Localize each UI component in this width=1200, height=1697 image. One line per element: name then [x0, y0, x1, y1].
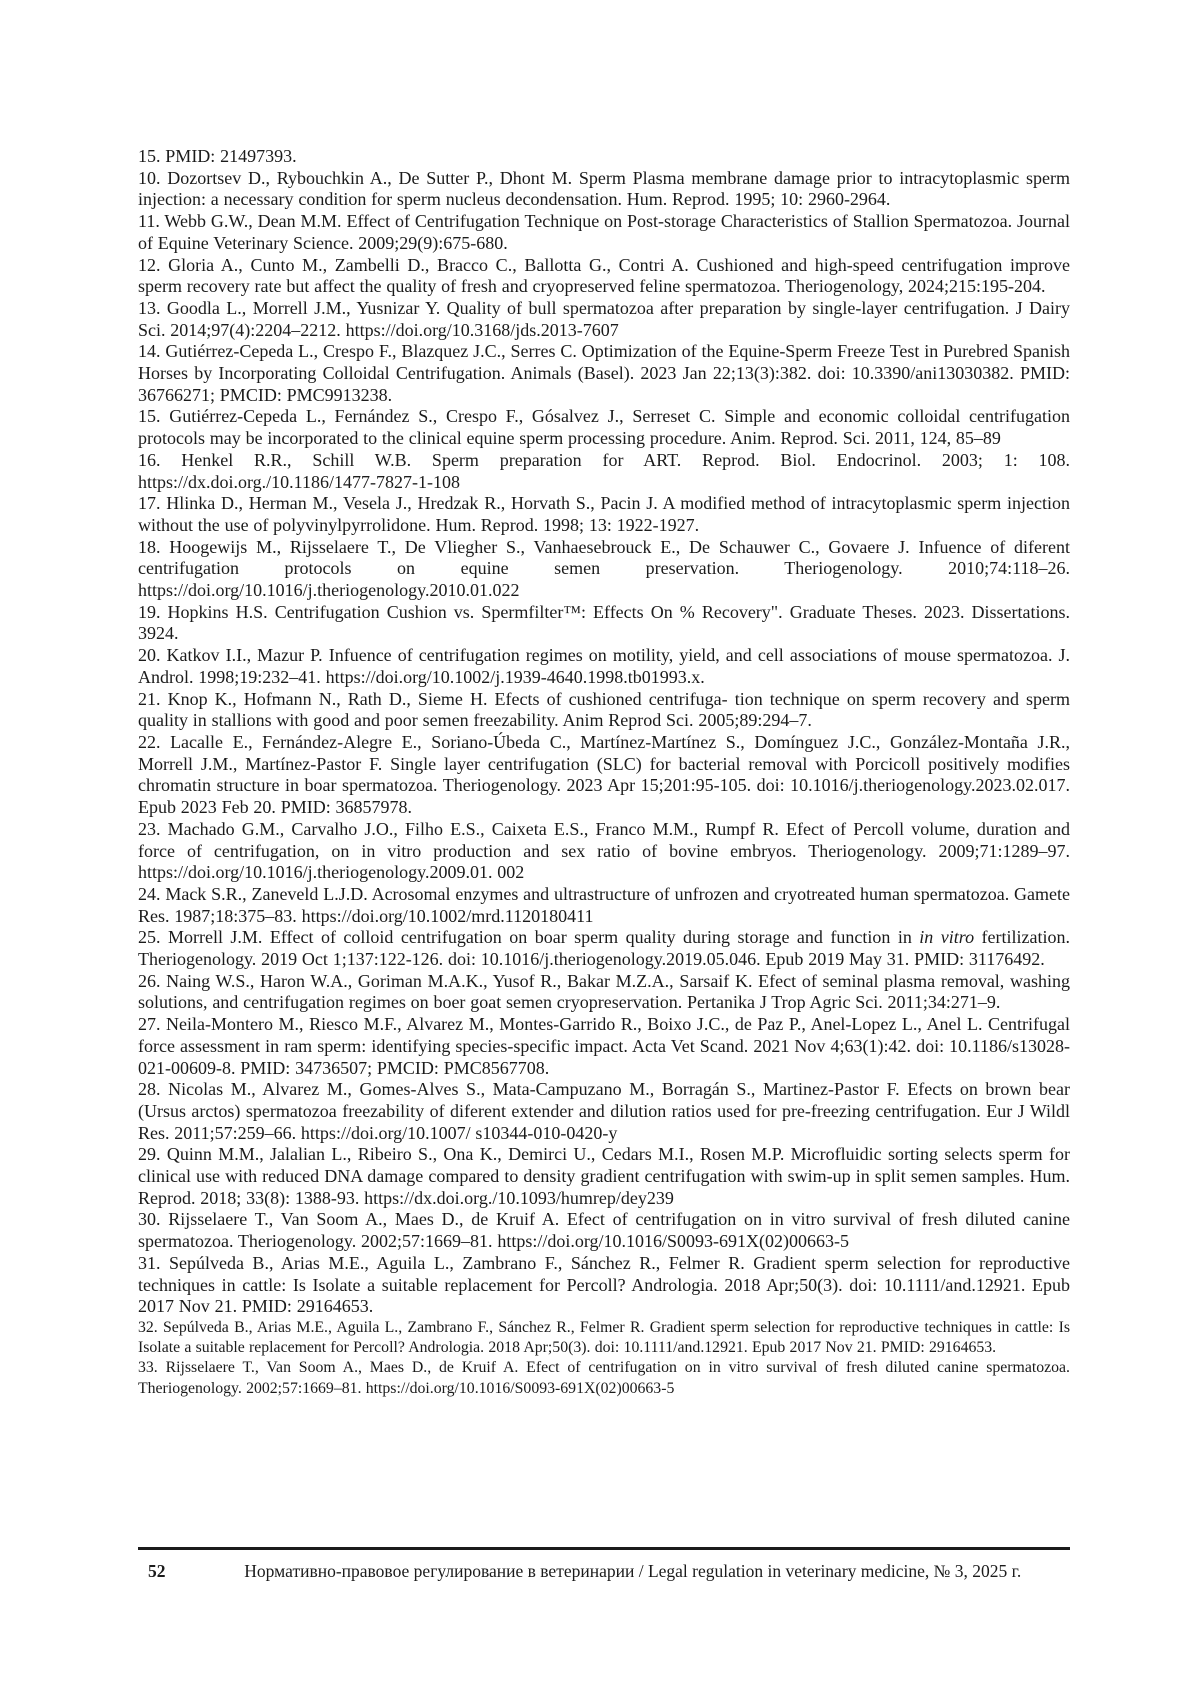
reference-item — [138, 927, 1070, 970]
reference-item: 22. Lacalle E., Fernández-Alegre E., Soriano-Úbeda C., Martínez-Martínez S., Domínguez J.C., González-Montaña J.R., Morrell J.M., Martínez-Pastor F. Single layer centrifugation (SLC) for bacterial removal with Porcicoll positively modifies chromatin structure in boar spermatozoa. Theriogenology. 2023 Apr 15;201:95-105. doi: 10.1016/j.theriogenology.2023.02.017. Epub 2023 Feb 20. PMID: 36857978. — [138, 731, 1070, 818]
reference-item: 32. Sepúlveda B., Arias M.E., Aguila L., Zambrano F., Sánchez R., Felmer R. Gradient sperm selection for reproductive techniques in cattle: Is Isolate a suitable replacement for Percoll? Andrologia. 2018 Apr;50(3). doi: 10.1111/and.12921. Epub 2017 Nov 21. PMID: 29164653. — [138, 1318, 1070, 1357]
footer-row — [138, 1561, 1070, 1582]
reference-item: 27. Neila-Montero M., Riesco M.F., Alvarez M., Montes-Garrido R., Boixo J.C., de Paz P., Anel-Lopez L., Anel L. Centrifugal force assessment in ram sperm: identifying species-specific impact. Acta Vet Scand. 2021 Nov 4;63(1):42. doi: 10.1186/s13028-021-00609-8. PMID: 34736507; PMCID: PMC8567708. — [138, 1014, 1070, 1078]
journal-title-line: Нормативно-правовое регулирование в ветеринарии / Legal regulation in veterinary medicine, № 3, 2025 г. — [244, 1561, 1022, 1581]
page-footer — [138, 1547, 1070, 1582]
reference-item: 24. Mack S.R., Zaneveld L.J.D. Acrosomal enzymes and ultrastructure of unfrozen and cryotreated human spermatozoa. Gamete Res. 1987;18:375–83. https://doi.org/10.1002/mrd.1120180411 — [138, 883, 1070, 926]
reference-item: 14. Gutiérrez-Cepeda L., Crespo F., Blazquez J.C., Serres C. Optimization of the Equine-Sperm Freeze Test in Purebred Spanish Horses by Incorporating Colloidal Centrifugation. Animals (Basel). 2023 Jan 22;13(3):382. doi: 10.3390/ani13030382. PMID: 36766271; PMCID: PMC9913238. — [138, 341, 1070, 405]
reference-item: 20. Katkov I.I., Mazur P. Infuence of centrifugation regimes on motility, yield, and cell associations of mouse spermatozoa. J. Androl. 1998;19:232–41. https://doi.org/10.1002/j.1939-4640.1998.tb01993.x. — [138, 645, 1070, 687]
reference-item: 31. Sepúlveda B., Arias M.E., Aguila L., Zambrano F., Sánchez R., Felmer R. Gradient sperm selection for reproductive techniques in cattle: Is Isolate a suitable replacement for Percoll? Andrologia. 2018 Apr;50(3). doi: 10.1111/and.12921. Epub 2017 Nov 21. PMID: 29164653. — [138, 1252, 1070, 1317]
reference-item: 18. Hoogewijs M., Rijsselaere T., De Vliegher S., Vanhaesebrouck E., De Schauwer C., Govaere J. Infuence of diferent centrifugation protocols on equine semen preservation. Theriogenology. 2010;74:118–26. https://doi.org/10.1016/j.theriogenology.2010.01.022 — [138, 536, 1070, 601]
reference-item: 11. Webb G.W., Dean M.M. Effect of Centrifugation Technique on Post-storage Characteristics of Stallion Spermatozoa. Journal of Equine Veterinary Science. 2009;29(9):675-680. — [138, 211, 1070, 253]
reference-item: 15. PMID: 21497393. — [138, 146, 297, 166]
reference-text: 25. Morrell J.M. Effect of colloid centrifugation on boar sperm quality during storage and function in — [138, 927, 920, 948]
reference-italic-text: in vitro — [919, 927, 975, 948]
reference-item: 30. Rijsselaere T., Van Soom A., Maes D., de Kruif A. Efect of centrifugation on in vitro survival of fresh diluted canine spermatozoa. Theriogenology. 2002;57:1669–81. https://doi.org/10.1016/S0093-691X(02)00663-5 — [138, 1209, 1070, 1252]
page-number: 52 — [148, 1561, 166, 1581]
reference-item: 33. Rijsselaere T., Van Soom A., Maes D., de Kruif A. Efect of centrifugation on in vitro survival of fresh diluted canine spermatozoa. Theriogenology. 2002;57:1669–81. https://doi.org/10.1016/S0093-691X(02)00663-5 — [138, 1359, 1070, 1397]
reference-text: fertilization. Theriogenology. 2019 Oct 1;137:122-126. doi: 10.1016/j.theriogenology.2019.05.046. Epub 2019 May 31. PMID: 31176492. — [138, 927, 1070, 970]
reference-item: 29. Quinn M.M., Jalalian L., Ribeiro S., Ona K., Demirci U., Cedars M.I., Rosen M.P. Microfluidic sorting selects sperm for clinical use with reduced DNA damage compared to density gradient centrifugation with swim-up in split semen samples. Hum. Reprod. 2018; 33(8): 1388-93. https://dx.doi.org./10.1093/humrep/dey239 — [138, 1144, 1070, 1208]
reference-item: 16. Henkel R.R., Schill W.B. Sperm preparation for ART. Reprod. Biol. Endocrinol. 2003; 1: 108. https://dx.doi.org./10.1186/1477-7827-1-108 — [138, 449, 1070, 492]
reference-list — [138, 146, 1070, 1399]
reference-item: 10. Dozortsev D., Rybouchkin A., De Sutter P., Dhont M. Sperm Plasma membrane damage prior to intracytoplasmic sperm injection: a necessary condition for sperm nucleus decondensation. Hum. Reprod. 1995; 10: 2960-2964. — [138, 167, 1070, 210]
reference-item: 26. Naing W.S., Haron W.A., Goriman M.A.K., Yusof R., Bakar M.Z.A., Sarsaif K. Efect of seminal plasma removal, washing solutions, and centrifugation regimes on boer goat semen cryopreservation. Pertanika J Trop Agric Sci. 2011;34:271–9. — [138, 970, 1070, 1013]
reference-item: 12. Gloria A., Cunto M., Zambelli D., Bracco C., Ballotta G., Contri A. Cushioned and high-speed centrifugation improve sperm recovery rate but affect the quality of fresh and cryopreserved feline spermatozoa. Theriogenology, 2024;215:195-204. — [138, 254, 1070, 297]
footer-divider — [138, 1547, 1070, 1550]
reference-item: 15. Gutiérrez-Cepeda L., Fernández S., Crespo F., Gósalvez J., Serreset C. Simple and economic colloidal centrifugation protocols may be incorporated to the clinical equine sperm processing procedure. Anim. Reprod. Sci. 2011, 124, 85–89 — [138, 406, 1070, 449]
reference-item: 17. Hlinka D., Herman M., Vesela J., Hredzak R., Horvath S., Pacin J. A modified method of intracytoplasmic sperm injection without the use of polyvinylpyrrolidone. Hum. Reprod. 1998; 13: 1922-1927. — [138, 493, 1070, 535]
reference-item: 19. Hopkins H.S. Centrifugation Cushion vs. Spermfilter™: Effects On % Recovery". Graduate Theses. 2023. Dissertations. 3924. — [138, 601, 1070, 644]
reference-item: 28. Nicolas M., Alvarez M., Gomes-Alves S., Mata-Campuzano M., Borragán S., Martinez-Pastor F. Efects on brown bear (Ursus arctos) spermatozoa freezability of diferent extender and dilution ratios used for pre-freezing centrifugation. Eur J Wildl Res. 2011;57:259–66. https://doi.org/10.1007/ s10344-010-0420-y — [138, 1079, 1070, 1143]
reference-item: 13. Goodla L., Morrell J.M., Yusnizar Y. Quality of bull spermatozoa after preparation by single-layer centrifugation. J Dairy Sci. 2014;97(4):2204–2212. https://doi.org/10.3168/jds.2013-7607 — [138, 297, 1070, 340]
reference-item: 21. Knop K., Hofmann N., Rath D., Sieme H. Efects of cushioned centrifuga- tion technique on sperm recovery and sperm quality in stallions with good and poor semen freezability. Anim Reprod Sci. 2005;89:294–7. — [138, 688, 1070, 731]
references-section — [138, 146, 1070, 1399]
reference-item: 23. Machado G.M., Carvalho J.O., Filho E.S., Caixeta E.S., Franco M.M., Rumpf R. Efect of Percoll volume, duration and force of centrifugation, on in vitro production and sex ratio of bovine embryos. Theriogenology. 2009;71:1289–97. https://doi.org/10.1016/j.theriogenology.2009.01. 002 — [138, 818, 1070, 883]
